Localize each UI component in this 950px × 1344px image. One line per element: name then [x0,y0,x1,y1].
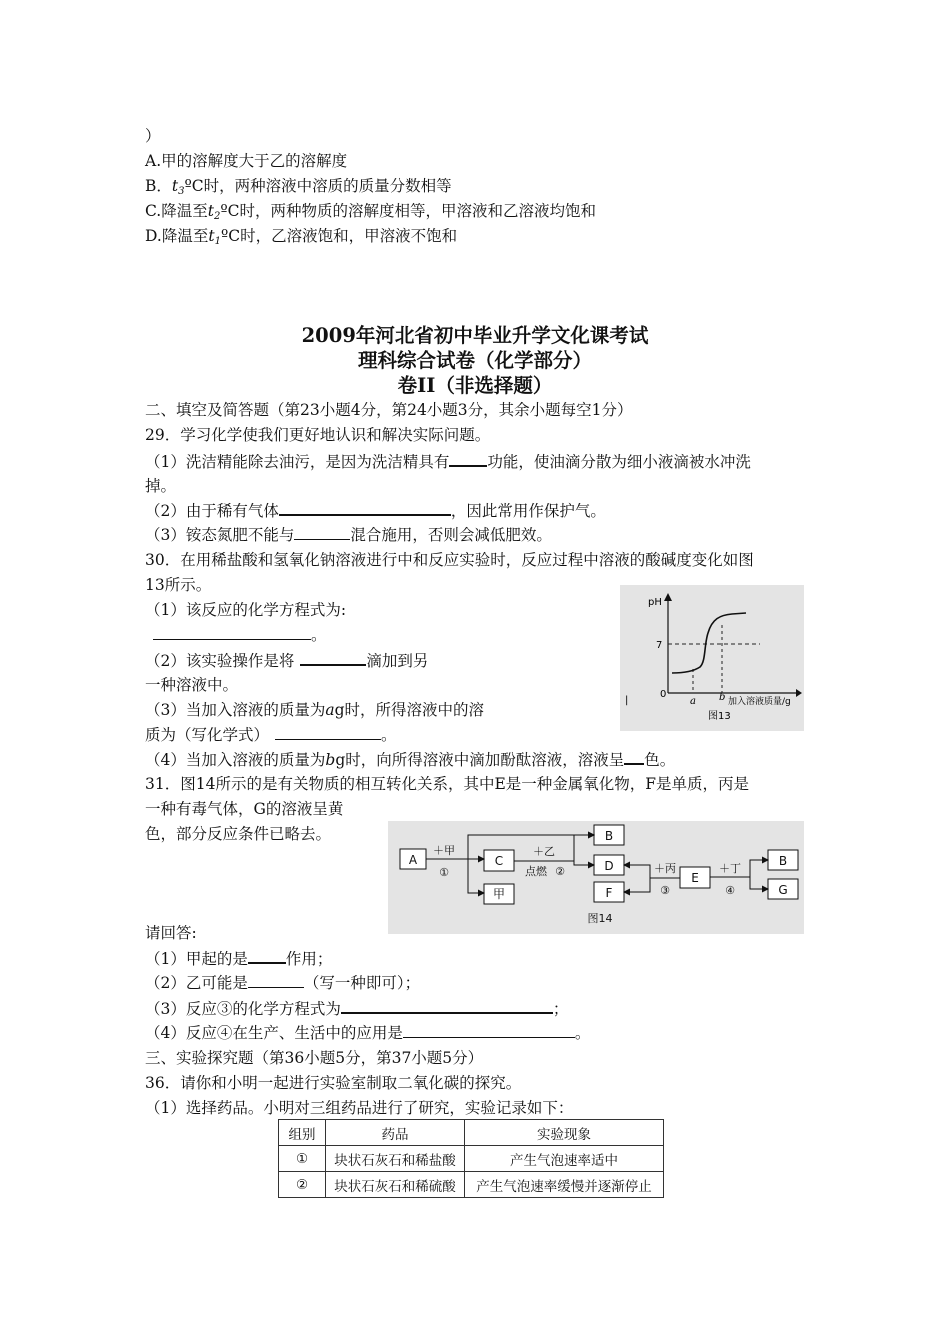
text: 作用； [285,950,333,968]
answer-blank[interactable] [449,450,487,467]
text: g时，所得溶液中的溶 [334,701,485,719]
table-cell: 产生气泡速率适中 [465,1146,664,1172]
table-cell: 块状石灰石和稀盐酸 [326,1146,465,1172]
option-text: 降温至 [161,202,208,220]
q30-part3 [145,699,484,721]
text: （3）反应③的化学方程式为 [145,1000,341,1018]
text: （2）乙可能是 [145,974,248,992]
t-var: t [208,227,215,245]
table-cell: 块状石灰石和稀硫酸 [326,1172,465,1198]
answer-blank[interactable] [624,748,644,765]
arrow-e-f [624,878,650,892]
x-axis-arrow [796,689,802,697]
text: 混合施用，否则会减低肥效。 [350,526,552,544]
y-tick-7: 7 [656,640,663,651]
text: 。 [381,726,397,744]
exam-subtitle: 理科综合试卷（化学部分） [357,349,592,372]
figure-13 [620,585,804,731]
exam-title: 2009年河北省初中毕业升学文化课考试 [301,324,649,347]
ph-curve-chart [620,585,804,731]
t-sub: 2 [213,211,221,222]
box-b-right-label: B [778,854,788,868]
arrow-to-b-right [750,860,768,877]
paper-part-title: 卷II（非选择题） [397,374,553,397]
q30-stem-cont: 13所示。 [145,576,212,594]
transformation-diagram [388,821,804,934]
t-sub: 3 [178,186,185,197]
label-dianran: 点燃 [525,865,547,878]
q36-part1: （1）选择药品。小明对三组药品进行了研究，实验记录如下： [145,1099,574,1117]
y-label: pH [648,597,662,608]
var-b: b [325,751,336,769]
text: （1）洗洁精能除去油污，是因为洗洁精具有 [145,453,450,471]
q29-part1-cont: 掉。 [145,477,177,495]
figure-13-caption: 图13 [708,711,731,722]
text: g时，向所得溶液中滴加酚酞溶液，溶液呈 [335,751,625,769]
box-c-label: C [494,854,504,868]
label-plus-ding: ＋丁 [719,862,741,875]
table-row [279,1146,664,1172]
q31-part2 [145,972,420,994]
text: （2）该实验操作是将 [145,652,295,670]
answer-blank[interactable] [294,524,350,540]
table-cell: ② [279,1172,326,1198]
arrow-to-jia [468,859,484,893]
option-a [145,150,347,172]
answer-blank[interactable] [248,972,304,988]
text: （3）当加入溶液的质量为 [145,701,326,719]
label-plus-yi: ＋乙 [533,845,555,858]
figure-14-caption: 图14 [587,912,613,925]
answer-blank[interactable] [279,499,451,516]
box-b-top-label: B [604,829,614,843]
x-tick-b: b [719,692,726,703]
box-d-label: D [604,859,614,873]
arrow-to-g [750,877,768,889]
table-header: 药品 [326,1120,465,1146]
table-cell: ① [279,1146,326,1172]
q30-part1-answer [145,624,327,646]
edge-mark: | [625,695,629,706]
q31-part4 [145,1022,590,1044]
x-tick-a: a [690,696,696,707]
q29-part1 [145,450,751,473]
t-var: t [171,177,179,195]
option-text: ºC时，两种物质的溶解度相等，甲溶液和乙溶液均饱和 [220,202,597,220]
arrow-c-b [574,835,594,861]
text: （3）铵态氮肥不能与 [145,526,295,544]
label-n4: ④ [725,884,735,897]
text: （写一种即可）； [303,974,421,992]
q30-part2-cont: 一种溶液中。 [145,676,239,694]
label-n1: ① [439,866,449,879]
label-n3: ③ [660,884,670,897]
text: ； [552,1000,569,1018]
prev-close-paren: ） [145,127,161,145]
label-plus-bing: ＋丙 [654,862,676,875]
option-label: D. [145,227,162,245]
q31-part1 [145,947,332,970]
option-c [145,200,596,228]
answer-blank[interactable] [300,649,366,666]
q31-stem: 31．图14所示的是有关物质的相互转化关系，其中E是一种金属氧化物，F是单质，丙是 [145,775,750,793]
answer-blank[interactable] [248,947,286,964]
box-g-label: G [778,883,788,897]
y-axis-arrow [664,593,672,601]
text: 色。 [644,751,676,769]
q31-ask: 请回答: [145,924,197,942]
text: （1）甲起的是 [145,950,248,968]
section-3-heading: 三、实验探究题（第36小题5分，第37小题5分） [145,1049,484,1067]
option-label: C. [145,202,162,220]
text: （4）反应④在生产、生活中的应用是 [145,1024,403,1042]
option-d [145,225,457,253]
table-header-row [279,1120,664,1146]
option-text: 降温至 [161,227,209,245]
origin-label: 0 [660,689,667,700]
table-cell: 产生气泡速率缓慢并逐渐停止 [465,1172,664,1198]
t-sub: 1 [214,236,221,247]
q29-part2 [145,499,606,522]
text: 质为（写化学式） [145,726,270,744]
box-a-label: A [408,853,418,867]
text: 滴加到另 [366,652,429,670]
box-e-label: E [691,871,699,885]
q30-part1: （1）该反应的化学方程式为: [145,601,347,619]
figure-14 [388,821,804,934]
table-row [279,1172,664,1198]
text: ，因此常用作保护气。 [450,502,606,520]
q31-stem-cont: 一种有毒气体，G的溶液呈黄 [145,800,344,818]
answer-blank[interactable] [341,997,553,1014]
label-n2: ② [555,865,565,878]
text: 功能，使油滴分散为细小液滴被水冲洗 [487,453,751,471]
label-plus-jia: ＋甲 [433,844,455,857]
text: （4）当加入溶液的质量为 [145,751,326,769]
table-header: 组别 [279,1120,326,1146]
q29-stem: 29．学习化学使我们更好地认识和解决实际问题。 [145,426,491,444]
answer-blank[interactable] [153,624,311,640]
q36-stem: 36．请你和小明一起进行实验室制取二氧化碳的探究。 [145,1074,522,1092]
table-header: 实验现象 [465,1120,664,1146]
section-2-heading: 二、填空及简答题（第23小题4分，第24小题3分，其余小题每空1分） [145,401,633,419]
option-text: ºC时，乙溶液饱和，甲溶液不饱和 [220,227,458,245]
option-b [145,175,452,203]
q29-part3 [145,524,552,546]
q30-part3-cont [145,724,397,746]
q30-part2 [145,649,428,672]
ph-curve [672,613,746,673]
experiment-table [278,1119,664,1198]
answer-blank[interactable] [403,1022,575,1038]
q30-part4 [145,748,675,771]
box-jia-label: 甲 [492,887,506,901]
option-label: A. [145,152,162,170]
var-a: a [325,701,335,719]
option-label: B． [145,177,172,195]
q31-part3 [145,997,568,1020]
text: （2）由于稀有气体 [145,502,279,520]
box-f-label: F [605,886,613,900]
option-text: 甲的溶解度大于乙的溶解度 [161,152,348,170]
text: 。 [574,1024,591,1042]
text: 。 [311,626,327,644]
q30-stem: 30．在用稀盐酸和氢氧化钠溶液进行中和反应实验时，反应过程中溶液的酸碱度变化如图 [145,551,754,569]
option-text: ºC时，两种溶液中溶质的质量分数相等 [184,177,452,195]
answer-blank[interactable] [275,724,381,740]
q31-stem-cont2: 色，部分反应条件已略去。 [145,825,332,843]
t-var: t [207,202,214,220]
x-axis-label: 加入溶液质量/g [728,697,791,707]
